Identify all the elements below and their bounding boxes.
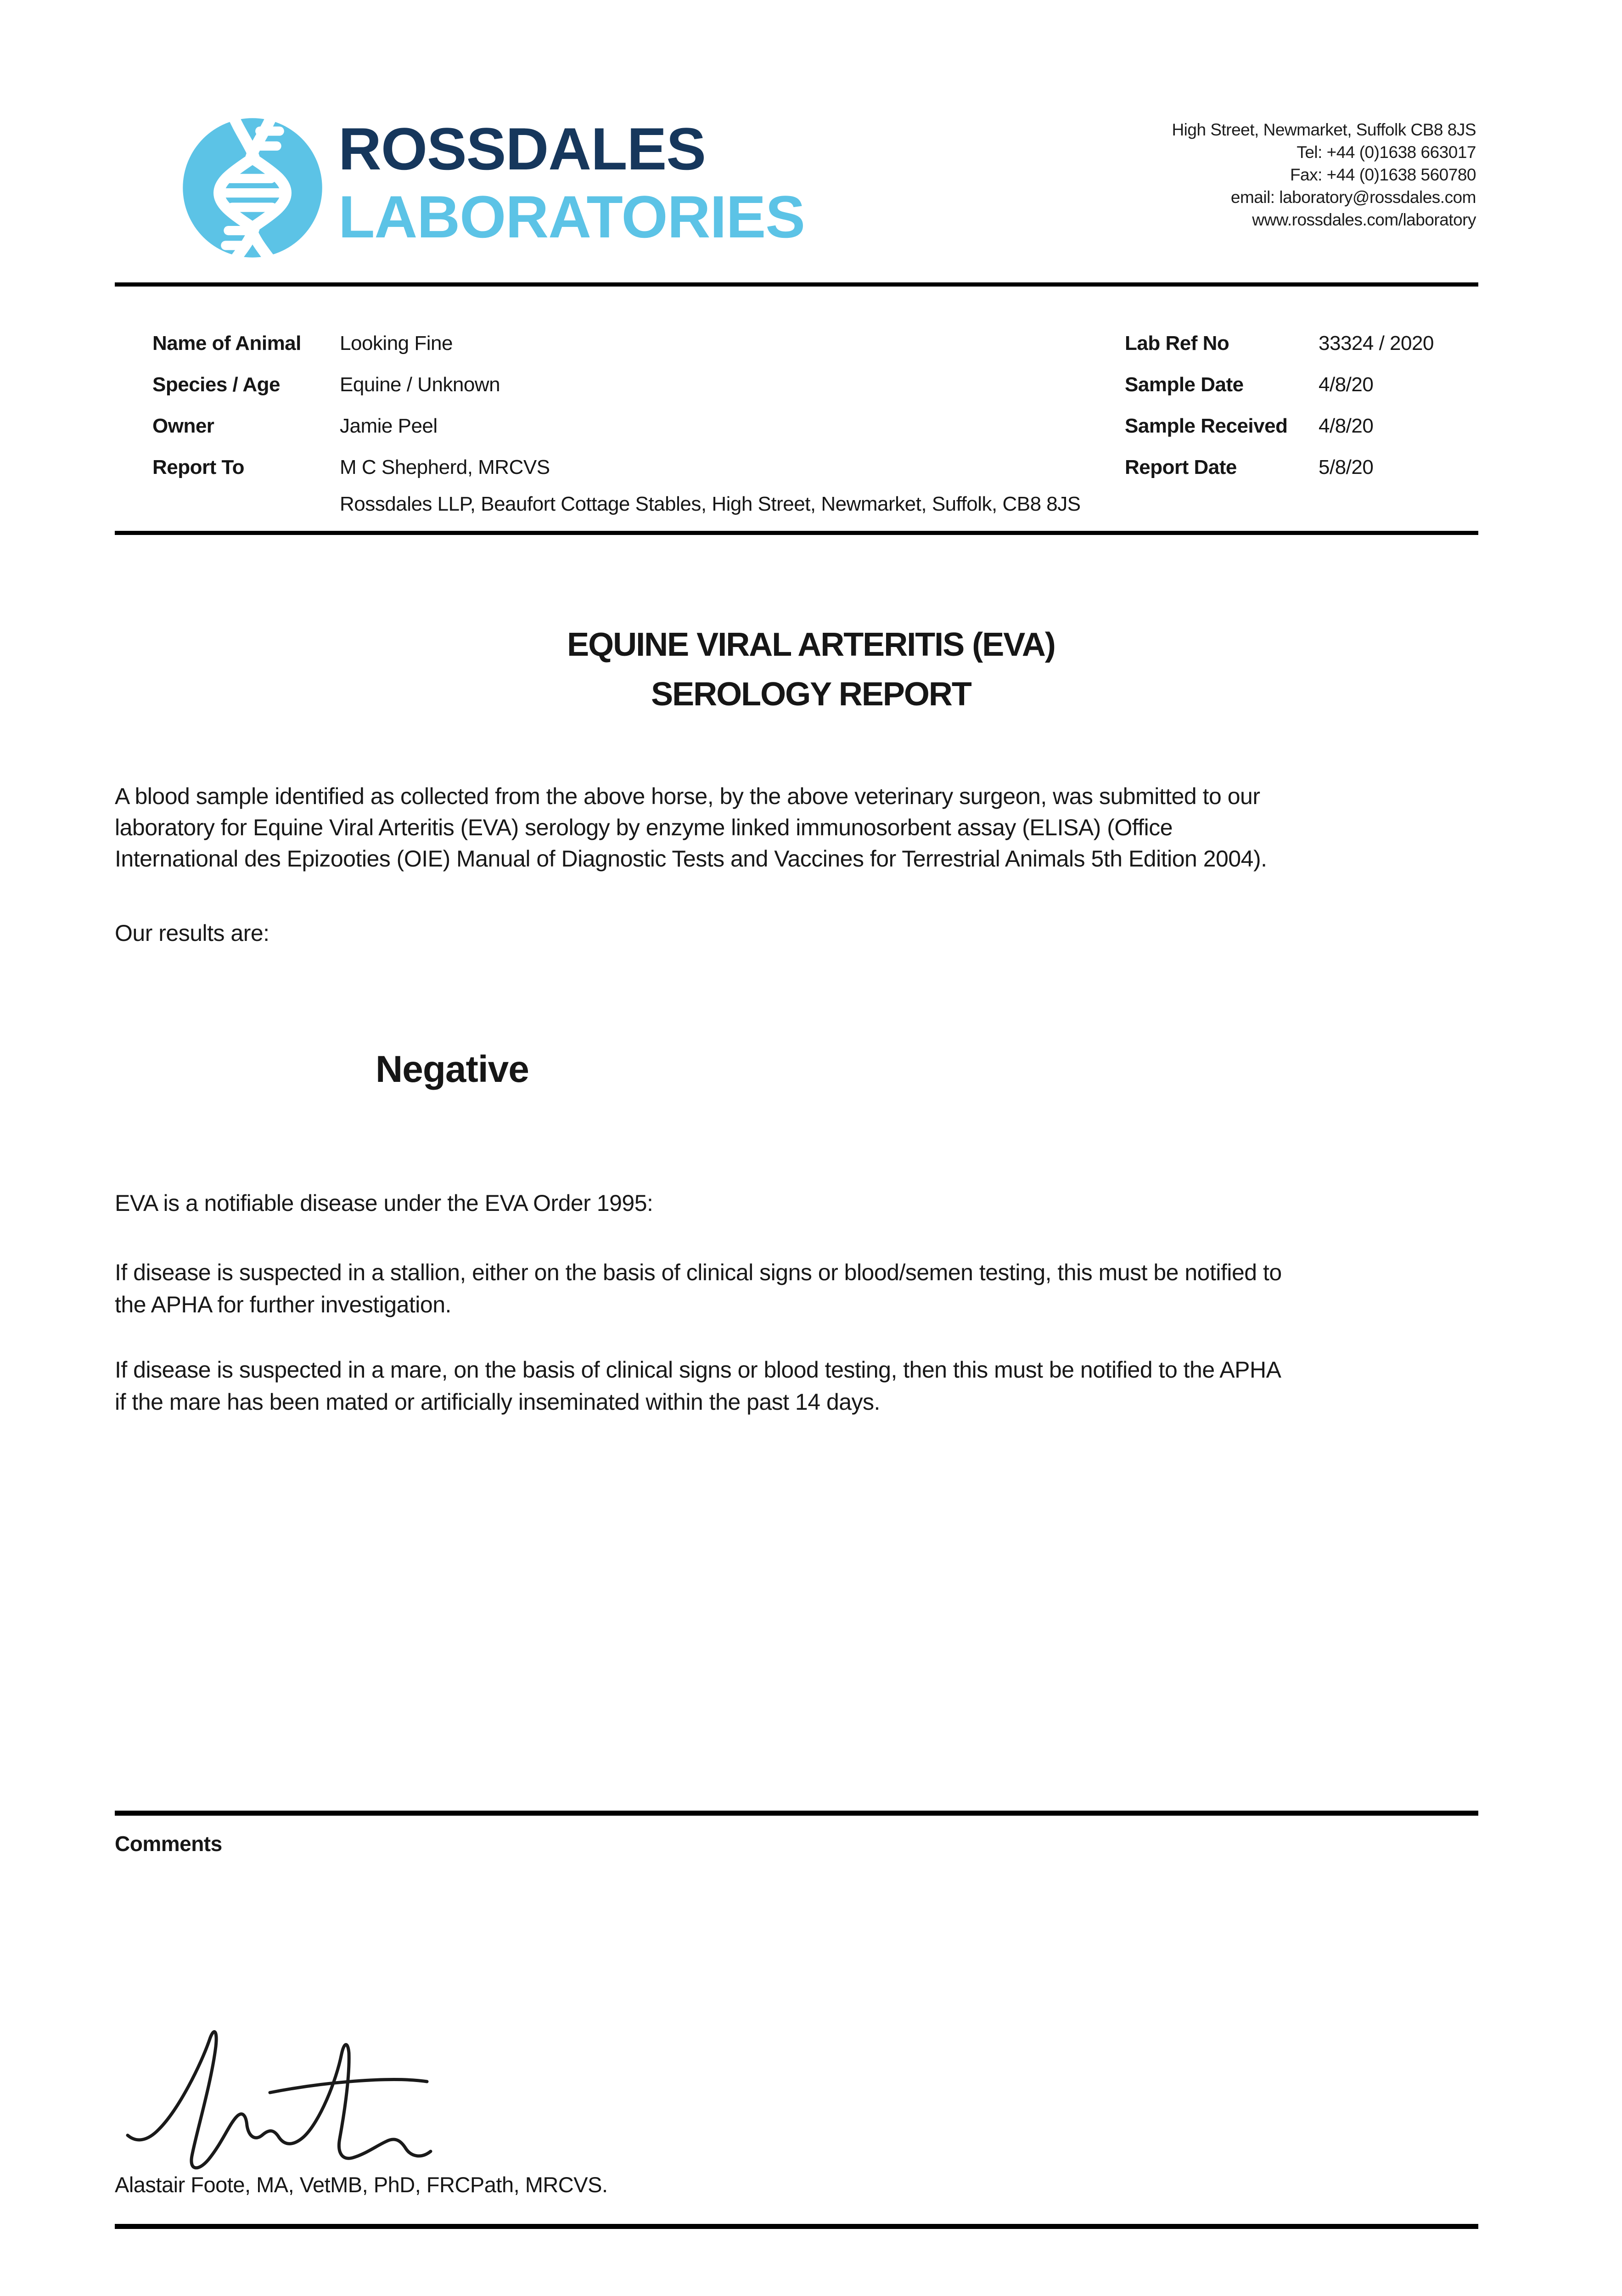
mare-line: if the mare has been mated or artificially inseminated within the past 14 days.: [115, 1389, 880, 1415]
info-table-divider-rule: [115, 531, 1478, 535]
lab-tel: Tel: +44 (0)1638 663017: [1296, 143, 1476, 162]
animal-name-label: Name of Animal: [152, 332, 301, 355]
animal-name-value: Looking Fine: [340, 332, 453, 355]
result-value: Negative: [376, 1048, 529, 1090]
header-divider-rule: [115, 282, 1478, 287]
lab-ref-label: Lab Ref No: [1125, 332, 1229, 355]
sample-date-value: 4/8/20: [1319, 373, 1374, 396]
mare-paragraph: [115, 1354, 1492, 1418]
mare-line: If disease is suspected in a mare, on the basis of clinical signs or blood testing, then this must be notified to the APHA: [115, 1357, 1281, 1383]
footer-rule: [115, 2224, 1478, 2229]
logo-wordmark: [338, 115, 805, 251]
lab-contact-block: [1172, 118, 1476, 231]
report-to-label: Report To: [152, 456, 244, 478]
report-date-value: 5/8/20: [1319, 456, 1374, 478]
results-lead: Our results are:: [115, 920, 269, 946]
report-to-value: M C Shepherd, MRCVS: [340, 456, 550, 478]
stallion-line: the APHA for further investigation.: [115, 1292, 451, 1317]
report-title: [0, 620, 1622, 719]
signatory-name: Alastair Foote, MA, VetMB, PhD, FRCPath, MRCVS.: [115, 2172, 608, 2197]
species-age-value: Equine / Unknown: [340, 373, 500, 396]
sample-received-label: Sample Received: [1125, 415, 1288, 437]
lab-email: email: laboratory@rossdales.com: [1230, 188, 1476, 207]
species-age-label: Species / Age: [152, 373, 280, 396]
stallion-paragraph: [115, 1256, 1492, 1321]
logo-wordmark-line2: LABORATORIES: [338, 183, 805, 250]
owner-value: Jamie Peel: [340, 415, 438, 437]
dna-logo-icon: [178, 109, 327, 267]
lab-ref-value: 33324 / 2020: [1319, 332, 1434, 355]
stallion-line: If disease is suspected in a stallion, either on the basis of clinical signs or blood/semen testing, this must be notified to: [115, 1260, 1282, 1285]
logo-wordmark-line1: ROSSDALES: [338, 115, 706, 182]
comments-divider-rule: [115, 1811, 1478, 1816]
comments-heading: Comments: [115, 1832, 222, 1856]
sample-date-label: Sample Date: [1125, 373, 1244, 396]
intro-line: International des Epizooties (OIE) Manual of Diagnostic Tests and Vaccines for Terrestrial Animals 5th Edition 2004).: [115, 846, 1267, 872]
lab-fax: Fax: +44 (0)1638 560780: [1290, 165, 1476, 184]
intro-line: A blood sample identified as collected from the above horse, by the above veterinary surgeon, was submitted to our: [115, 783, 1260, 809]
sample-received-value: 4/8/20: [1319, 415, 1374, 437]
report-title-line2: SEROLOGY REPORT: [651, 676, 971, 713]
report-to-address: Rossdales LLP, Beaufort Cottage Stables, High Street, Newmarket, Suffolk, CB8 8JS: [340, 493, 1081, 515]
owner-label: Owner: [152, 415, 214, 437]
report-title-line1: EQUINE VIRAL ARTERITIS (EVA): [567, 626, 1055, 663]
intro-line: laboratory for Equine Viral Arteritis (EVA) serology by enzyme linked immunosorbent assay (ELISA) (Office: [115, 815, 1173, 840]
signature-scrawl: [124, 2027, 473, 2174]
notifiable-line: EVA is a notifiable disease under the EVA Order 1995:: [115, 1190, 653, 1216]
lab-address: High Street, Newmarket, Suffolk CB8 8JS: [1172, 120, 1476, 139]
intro-paragraph: [115, 781, 1492, 874]
lab-website: www.rossdales.com/laboratory: [1252, 210, 1476, 229]
report-date-label: Report Date: [1125, 456, 1237, 478]
